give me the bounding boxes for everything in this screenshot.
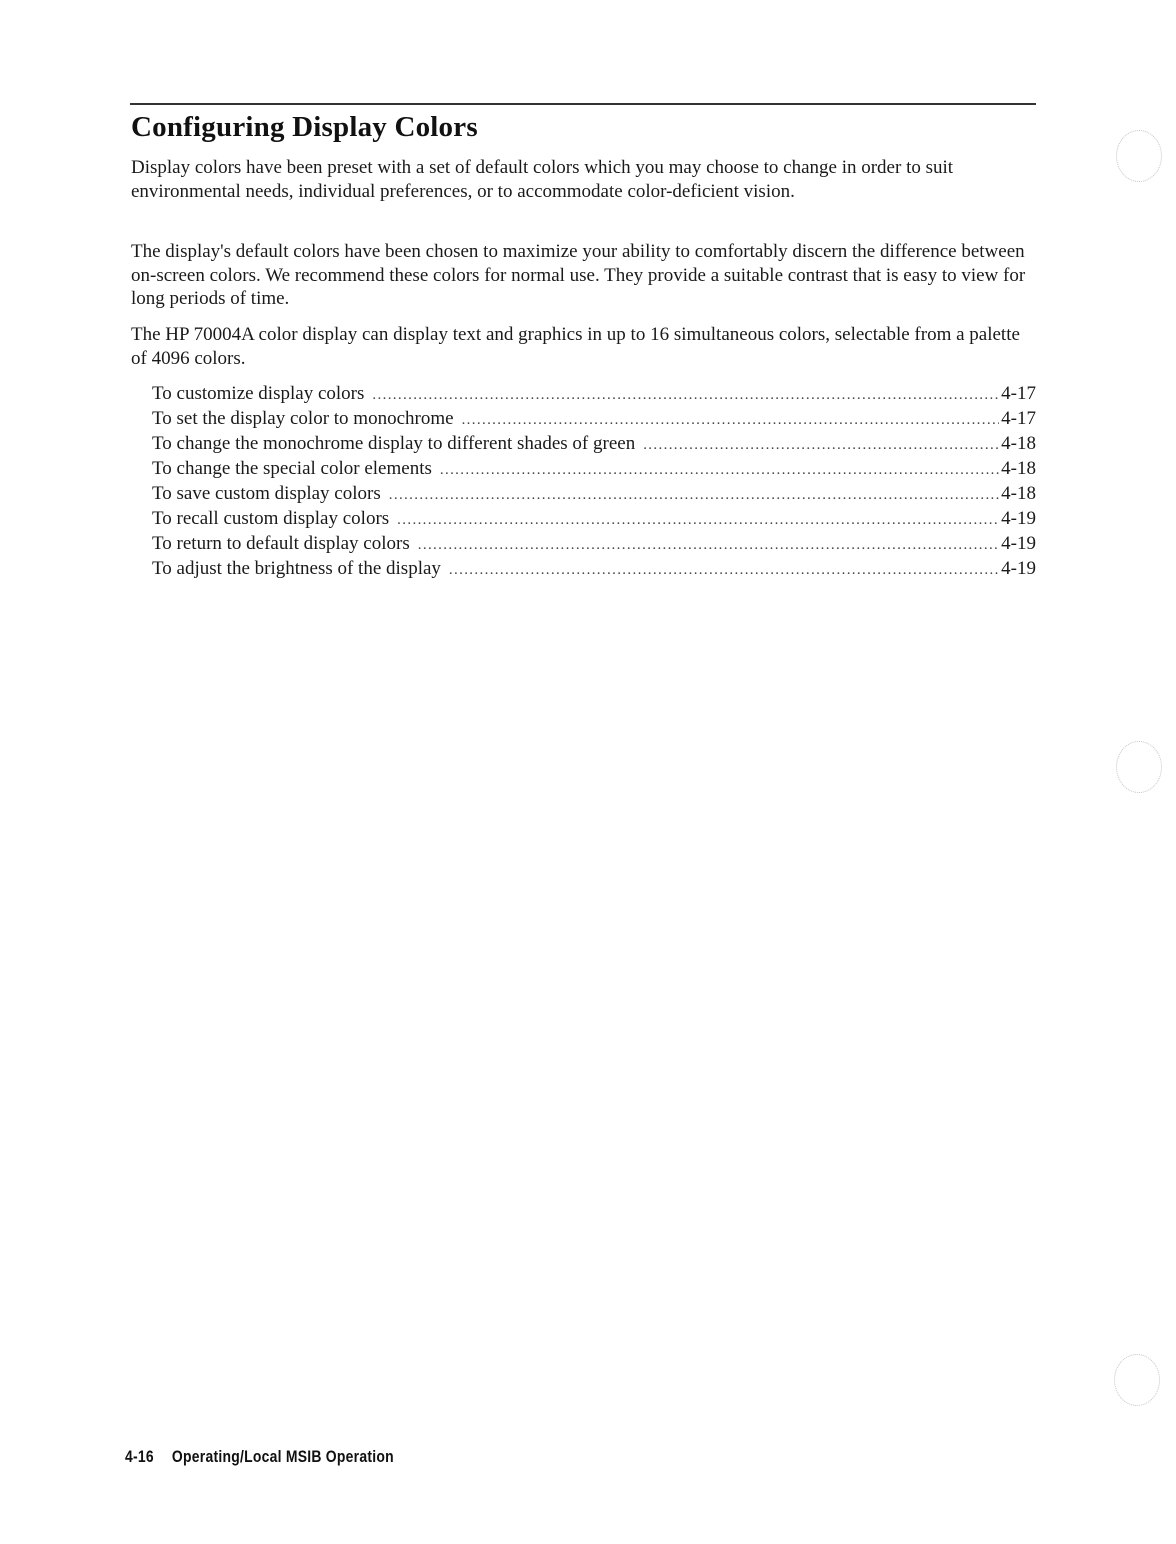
binder-hole bbox=[1116, 130, 1162, 182]
toc-entry-title: To save custom display colors bbox=[152, 483, 381, 504]
toc-entry-page: 4-18 bbox=[1001, 483, 1036, 504]
intro-paragraph: Display colors have been preset with a set of default colors which you may choose to change in order to suit environmental needs, individual preferences, or to accommodate color-deficient vision. bbox=[131, 157, 954, 202]
binder-hole bbox=[1114, 1354, 1160, 1406]
section-title: Configuring Display Colors bbox=[131, 111, 478, 143]
toc-entry-title: To customize display colors bbox=[152, 383, 365, 404]
toc-entry[interactable] bbox=[152, 432, 1036, 457]
dot-leader bbox=[462, 408, 1000, 432]
toc-entry-title: To recall custom display colors bbox=[152, 508, 390, 529]
toc-entry[interactable] bbox=[152, 407, 1036, 432]
binder-hole bbox=[1116, 741, 1162, 793]
toc-entry-title: To change the special color elements bbox=[152, 458, 432, 479]
page-footer bbox=[125, 1447, 394, 1467]
toc-entry-title: To change the monochrome display to different shades of green bbox=[152, 433, 636, 454]
dot-leader bbox=[389, 483, 999, 507]
dot-leader bbox=[440, 458, 999, 482]
toc-entry-page: 4-18 bbox=[1001, 458, 1036, 479]
toc-entry-page: 4-18 bbox=[1001, 433, 1036, 454]
toc-entry-page: 4-17 bbox=[1001, 408, 1036, 429]
toc-entry[interactable] bbox=[152, 457, 1036, 482]
toc-entry[interactable] bbox=[152, 557, 1036, 582]
toc-entry-page: 4-19 bbox=[1001, 508, 1036, 529]
dot-leader bbox=[372, 383, 999, 407]
footer-chapter-title: Operating/Local MSIB Operation bbox=[171, 1447, 394, 1466]
dot-leader bbox=[397, 508, 999, 532]
toc-entry-page: 4-19 bbox=[1001, 558, 1036, 579]
task-list bbox=[152, 382, 1036, 582]
header-rule bbox=[130, 103, 1036, 105]
toc-entry[interactable] bbox=[152, 482, 1036, 507]
dot-leader bbox=[449, 558, 999, 582]
toc-entry-title: To return to default display colors bbox=[152, 533, 410, 554]
toc-entry-page: 4-19 bbox=[1001, 533, 1036, 554]
toc-entry-title: To adjust the brightness of the display bbox=[152, 558, 441, 579]
toc-entry-title: To set the display color to monochrome bbox=[152, 408, 454, 429]
toc-entry[interactable] bbox=[152, 532, 1036, 557]
footer-page-number: 4-16 bbox=[125, 1447, 154, 1466]
dot-leader bbox=[418, 533, 999, 557]
default-colors-paragraph: The display's default colors have been chosen to maximize your ability to comfortably discern the difference between on-screen colors. We recommend these colors for normal use. They provide a suitable contrast that is easy to view for long periods of time. bbox=[131, 241, 1026, 309]
toc-entry[interactable] bbox=[152, 382, 1036, 407]
dot-leader bbox=[643, 433, 999, 457]
toc-entry[interactable] bbox=[152, 507, 1036, 532]
toc-entry-page: 4-17 bbox=[1001, 383, 1036, 404]
palette-paragraph: The HP 70004A color display can display text and graphics in up to 16 simultaneous colors, selectable from a palette of 4096 colors. bbox=[131, 324, 1020, 369]
